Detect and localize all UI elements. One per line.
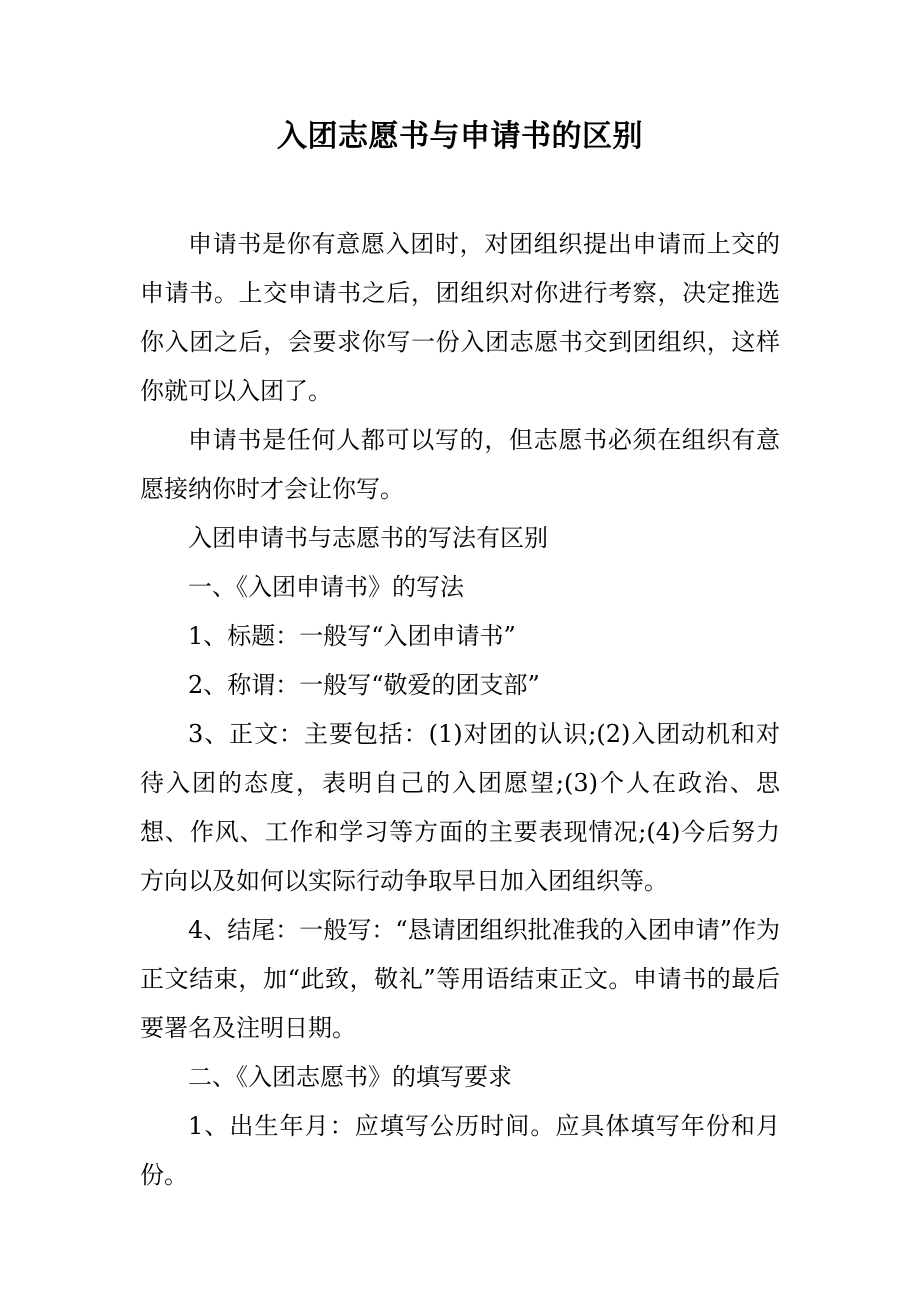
paragraph-writing-difference: 入团申请书与志愿书的写法有区别 bbox=[188, 524, 548, 552]
section-heading-application: 一、《入团申请书》的写法 bbox=[188, 573, 464, 601]
list-item-salutation: 2、称谓：一般写“敬爱的团支部” bbox=[188, 671, 540, 699]
paragraph-intro: 申请书是你有意愿入团时，对团组织提出申请而上交的申请书。上交申请书之后，团组织对你进行考察，决定推选你入团之后，会要求你写一份入团志愿书交到团组织，这样你就可以入团了。 bbox=[140, 230, 780, 405]
document-title: 入团志愿书与申请书的区别 bbox=[277, 119, 643, 154]
document-body bbox=[140, 220, 780, 1200]
paragraph-difference: 申请书是任何人都可以写的，但志愿书必须在组织有意愿接纳你时才会让你写。 bbox=[140, 426, 780, 503]
list-item-birth-date: 1、出生年月：应填写公历时间。应具体填写年份和月份。 bbox=[140, 1112, 780, 1189]
section-heading-volunteer-form: 二、《入团志愿书》的填写要求 bbox=[188, 1063, 512, 1091]
list-item-title: 1、标题：一般写“入团申请书” bbox=[188, 622, 516, 650]
list-item-ending: 4、结尾：一般写：“恳请团组织批准我的入团申请”作为正文结束，加“此致，敬礼”等用语结束正文。申请书的最后要署名及注明日期。 bbox=[140, 916, 780, 1042]
list-item-body: 3、正文：主要包括：(1)对团的认识;(2)入团动机和对待入团的态度，表明自己的入团愿望;(3)个人在政治、思想、作风、工作和学习等方面的主要表现情况;(4)今后努力方向以及如何以实际行动争取早日加入团组织等。 bbox=[140, 720, 780, 895]
